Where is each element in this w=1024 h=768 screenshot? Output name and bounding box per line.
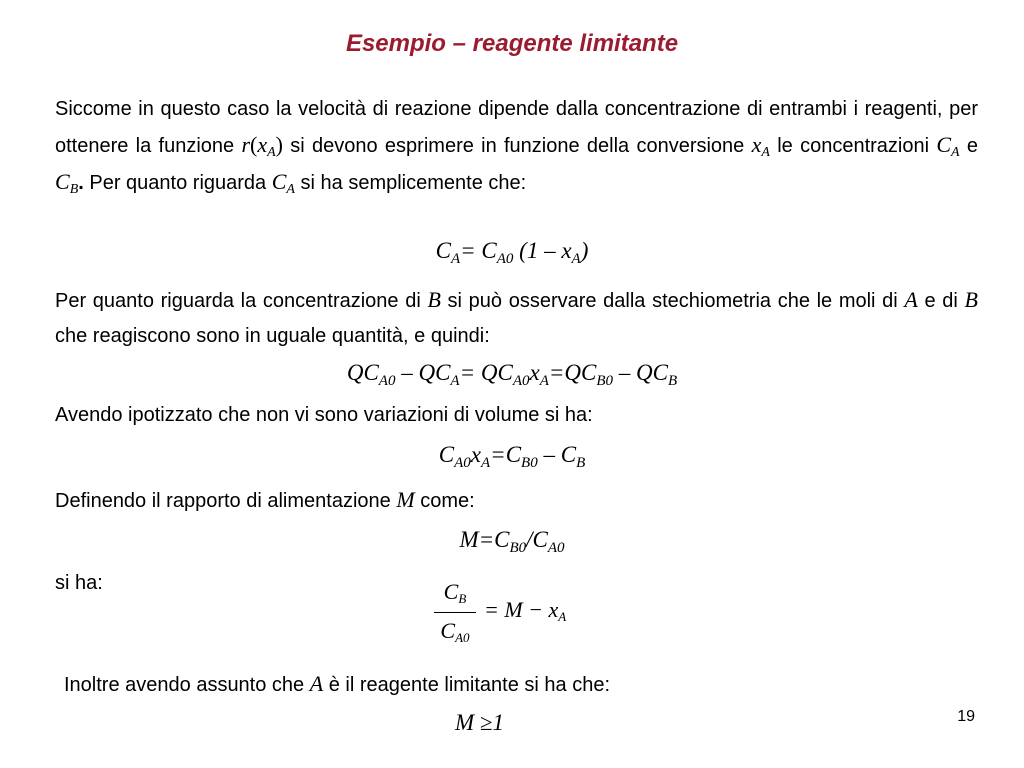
fraction-bar <box>434 612 476 613</box>
equation-m-inequality: M ≥1 <box>455 710 505 735</box>
conversion-xa <box>751 132 770 160</box>
cb-symbol: C <box>55 169 70 194</box>
slide-number: 19 <box>957 708 975 725</box>
intro-text-2: si devono esprimere in funzione della conversione <box>283 135 752 157</box>
close-paren: ) <box>275 132 283 157</box>
ratio-m: M <box>396 487 415 512</box>
fraction-numerator: $C_B$ <box>443 579 467 606</box>
feed-text-1: Definendo il rapporto di alimentazione <box>55 490 397 512</box>
equation-m-definition: $M=C_{B0}/C_{A0}$ <box>459 527 565 556</box>
fraction-denominator: $C_{A0}$ <box>440 618 470 645</box>
intro-text-4: e <box>959 135 978 157</box>
feed-text-2: come: <box>414 490 475 512</box>
intro-paragraph <box>55 92 978 201</box>
fraction-rhs: = $M - x_A$ <box>484 597 567 624</box>
limiting-text-2: è il reagente limitante si ha che: <box>323 674 611 696</box>
concentration-cb <box>55 169 79 197</box>
equation-concentrations: $C_{A0}x_A=C_{B0} - C_B$ <box>438 442 586 471</box>
equation-moles: $QC_{A0} - QC_A= QC_{A0}x_A=QC_{B0} - QC_B$ <box>346 360 678 389</box>
species-b-2: B <box>964 287 978 312</box>
concentration-ca-2 <box>271 169 295 197</box>
ca-symbol: C <box>936 132 952 157</box>
stoich-text-4: che reagiscono sono in uguale quantità, e quindi: <box>55 325 490 347</box>
cb-subscript: B <box>69 182 79 197</box>
intro-text-3: le concentrazioni <box>769 135 937 157</box>
intro-text-5: Per quanto riguarda <box>83 172 272 194</box>
stoich-text-1: Per quanto riguarda la concentrazione di <box>55 290 428 312</box>
species-a: A <box>904 287 918 312</box>
stoich-text-3: e di <box>917 290 965 312</box>
stoich-text-2: si può osservare dalla stechiometria che le moli di <box>440 290 905 312</box>
equation-ca: $C_A= C_{A0}$ $(1 - x_A)$ <box>435 238 589 267</box>
x-symbol: x <box>751 132 762 157</box>
ca2-subscript: A <box>286 182 295 197</box>
limiting-text-1: Inoltre avendo assunto che <box>64 674 310 696</box>
open-paren: ( <box>250 132 258 157</box>
intro-text-6: si ha semplicemente che: <box>294 172 527 194</box>
bold-dot: . <box>78 172 84 194</box>
limiting-paragraph <box>64 666 978 703</box>
x-subscript: A <box>761 145 770 160</box>
feed-ratio-paragraph <box>55 482 978 519</box>
conversion-symbol: x <box>257 132 268 157</box>
species-b: B <box>427 287 441 312</box>
volume-paragraph: Avendo ipotizzato che non vi sono variazioni di volume si ha: <box>55 404 593 426</box>
ca2-symbol: C <box>271 169 287 194</box>
slide-title: Esempio – reagente limitante <box>345 30 679 57</box>
conversion-subscript: A <box>267 145 276 160</box>
si-ha-text: si ha: <box>55 572 103 594</box>
concentration-ca <box>936 132 960 160</box>
intro-text-1: Siccome in questo caso la velocità di reazione dipende dalla concentrazione di entrambi i reagenti, per ottenere la funzione <box>55 98 978 157</box>
rate-symbol: r <box>241 132 251 157</box>
rate-function <box>241 132 283 160</box>
stoichiometry-paragraph <box>55 282 978 354</box>
ca-subscript: A <box>951 145 960 160</box>
species-a-limiting: A <box>309 671 324 696</box>
